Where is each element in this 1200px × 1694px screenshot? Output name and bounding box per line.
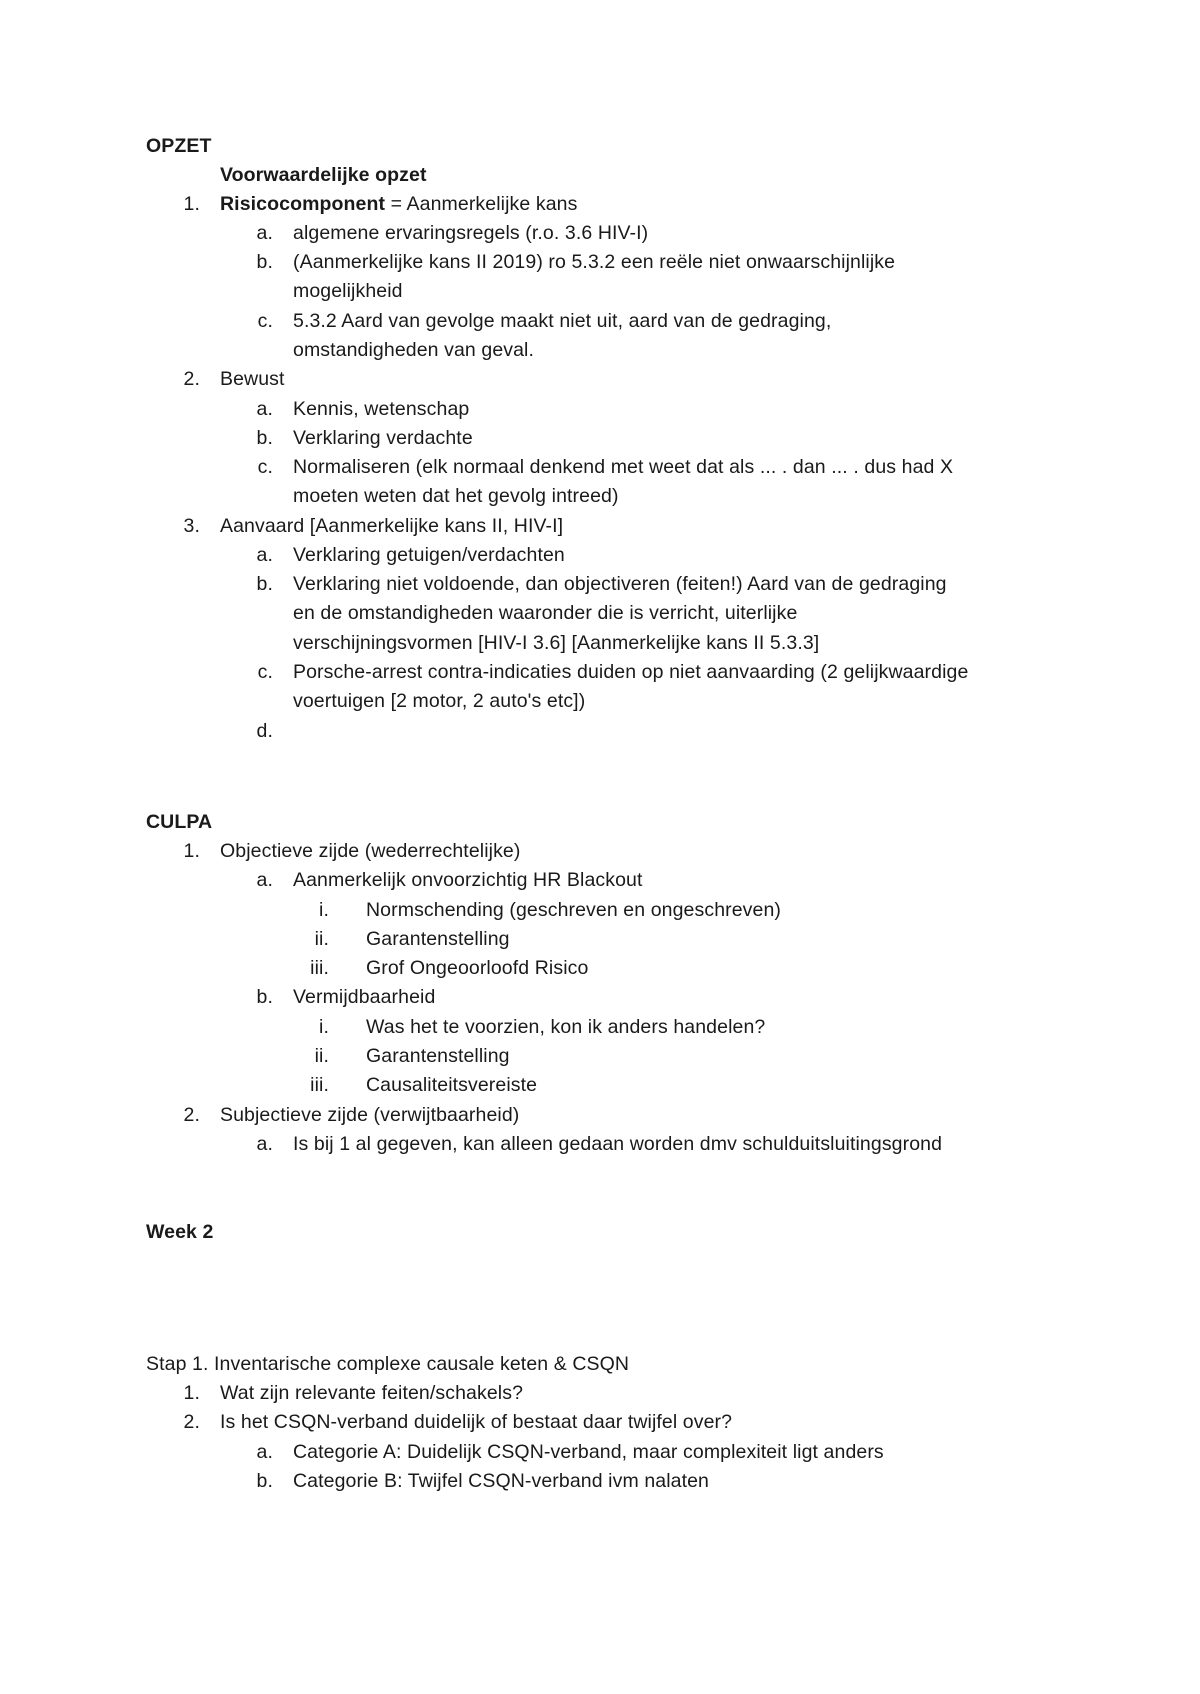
- list-text: Causaliteitsvereiste: [366, 1074, 538, 1096]
- list-marker: b.: [256, 1470, 273, 1492]
- list-marker: 1.: [183, 1382, 200, 1404]
- list-text: Is bij 1 al gegeven, kan alleen gedaan worden dmv schulduitsluitingsgrond: [293, 1133, 943, 1155]
- list-text: algemene ervaringsregels (r.o. 3.6 HIV-I): [293, 222, 649, 244]
- list-text-continuation: en de omstandigheden waaronder die is verricht, uiterlijke: [293, 602, 798, 624]
- list-text: Is het CSQN-verband duidelijk of bestaat daar twijfel over?: [220, 1411, 733, 1433]
- list-marker: iii.: [310, 1074, 329, 1096]
- section-heading-week-2: Week 2: [146, 1221, 214, 1243]
- list-marker: a.: [256, 1133, 273, 1155]
- list-marker: i.: [319, 1016, 329, 1038]
- list-text: Aanmerkelijk onvoorzichtig HR Blackout: [293, 869, 643, 891]
- list-text: (Aanmerkelijke kans II 2019) ro 5.3.2 een reële niet onwaarschijnlijke: [293, 251, 896, 273]
- list-marker: ii.: [314, 928, 329, 950]
- list-text: Wat zijn relevante feiten/schakels?: [220, 1382, 524, 1404]
- list-marker: d.: [256, 720, 273, 742]
- list-marker: a.: [256, 398, 273, 420]
- list-marker: iii.: [310, 957, 329, 979]
- list-text: Garantenstelling: [366, 1045, 510, 1067]
- list-marker: 3.: [183, 515, 200, 537]
- section-heading-opzet: OPZET: [146, 135, 212, 157]
- section-heading-culpa: CULPA: [146, 811, 213, 833]
- list-text: Aanvaard [Aanmerkelijke kans II, HIV-I]: [220, 515, 564, 537]
- list-text: Categorie A: Duidelijk CSQN-verband, maar complexiteit ligt anders: [293, 1441, 884, 1463]
- list-marker: b.: [256, 986, 273, 1008]
- list-marker: 1.: [183, 193, 200, 215]
- list-marker: b.: [256, 427, 273, 449]
- bold-term: Risicocomponent: [220, 193, 386, 215]
- list-marker: a.: [256, 869, 273, 891]
- list-text: [220, 192, 577, 216]
- list-marker: c.: [257, 661, 273, 683]
- list-marker: b.: [256, 573, 273, 595]
- list-text: Verklaring getuigen/verdachten: [293, 544, 565, 566]
- subheading-voorwaardelijke-opzet: Voorwaardelijke opzet: [220, 164, 427, 186]
- list-text: Porsche-arrest contra-indicaties duiden op niet aanvaarding (2 gelijkwaardige: [293, 661, 969, 683]
- list-marker: a.: [256, 544, 273, 566]
- list-text: Categorie B: Twijfel CSQN-verband ivm nalaten: [293, 1470, 709, 1492]
- list-text-continuation: verschijningsvormen [HIV-I 3.6] [Aanmerkelijke kans II 5.3.3]: [293, 632, 820, 654]
- list-text-continuation: omstandigheden van geval.: [293, 339, 535, 361]
- list-text-rest: = Aanmerkelijke kans: [385, 193, 578, 215]
- list-marker: a.: [256, 222, 273, 244]
- list-marker: ii.: [314, 1045, 329, 1067]
- list-text: Objectieve zijde (wederrechtelijke): [220, 840, 521, 862]
- list-text: Normaliseren (elk normaal denkend met weet dat als ... . dan ... . dus had X: [293, 456, 954, 478]
- list-text-continuation: mogelijkheid: [293, 280, 403, 302]
- list-text: Normschending (geschreven en ongeschreven): [366, 899, 782, 921]
- list-marker: c.: [257, 310, 273, 332]
- list-text: Verklaring verdachte: [293, 427, 473, 449]
- list-marker: b.: [256, 251, 273, 273]
- list-marker: a.: [256, 1441, 273, 1463]
- list-text: Bewust: [220, 368, 285, 390]
- list-marker: 2.: [183, 1411, 200, 1433]
- step-heading: Stap 1. Inventarische complexe causale keten & CSQN: [146, 1353, 630, 1375]
- list-text: Garantenstelling: [366, 928, 510, 950]
- list-marker: 2.: [183, 368, 200, 390]
- list-marker: 2.: [183, 1104, 200, 1126]
- list-text: Kennis, wetenschap: [293, 398, 470, 420]
- list-text-continuation: moeten weten dat het gevolg intreed): [293, 485, 619, 507]
- list-text: Vermijdbaarheid: [293, 986, 436, 1008]
- list-text: Grof Ongeoorloofd Risico: [366, 957, 589, 979]
- list-text: 5.3.2 Aard van gevolge maakt niet uit, aard van de gedraging,: [293, 310, 832, 332]
- list-text-continuation: voertuigen [2 motor, 2 auto's etc]): [293, 690, 586, 712]
- list-text: Verklaring niet voldoende, dan objectiveren (feiten!) Aard van de gedraging: [293, 573, 947, 595]
- list-text: Was het te voorzien, kon ik anders handelen?: [366, 1016, 766, 1038]
- list-marker: 1.: [183, 840, 200, 862]
- list-marker: c.: [257, 456, 273, 478]
- list-text: Subjectieve zijde (verwijtbaarheid): [220, 1104, 520, 1126]
- list-marker: i.: [319, 899, 329, 921]
